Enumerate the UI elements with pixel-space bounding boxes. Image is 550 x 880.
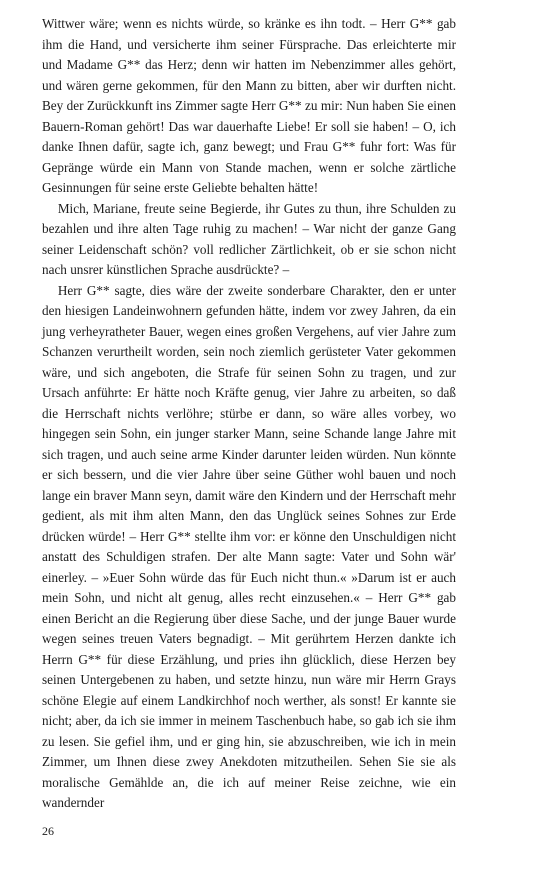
paragraph-3: Herr G** sagte, dies wäre der zweite sonderbare Charakter, den er unter den hiesigen Landeinwohnern gefunden hätte, indem vor zwey Jahren, da ein jung verheyratheter Bauer, wegen eines großen Vergehens, auf vier Jahre zum Schanzen verurtheilt worden, sein noch ziemlich gerüsteter Vater gekommen wäre, und sich angeboten, die Strafe für seinen Sohn zu tragen, und zur Ursach anführte: Er hätte noch Kräfte genug, vier Jahre zu arbeiten, so daß die Herrschaft nichts verlöhre; stürbe er dann, so wäre alles vorbey, wo hingegen sein Sohn, ein junger starker Mann, seine Schande lange Jahre mit sich tragen, und auch seine arme Kinder darunter leiden würden. Nun könnte er sich bessern, und die vier Jahre über seine Güther wohl bauen und noch lange ein braver Mann seyn, damit wäre den Kindern und der Herrschaft mehr gedient, als mit ihm alten Mann, den das Unglück seines Sohnes zur Erde drücken würde! – Herr G** stellte ihm vor: er könne den Unschuldigen nicht anstatt des Schuldigen strafen. Der alte Mann sagte: Vater und Sohn wär' einerley. – »Euer Sohn würde das für Euch nicht thun.« »Darum ist er auch mein Sohn, und nicht alt genug, alles recht einzusehen.« – Herr G** gab einen Bericht an die Regierung über diese Sache, und der junge Bauer wurde wegen seines treuen Vaters begnadigt. – Mit gerührtem Herzen dankte ich Herrn G** für diese Erzählung, und pries ihn glücklich, diese Herzen bey seinen Untergebenen zu haben, und setzte hinzu, nun wäre mir Herrn Grays schöne Elegie auf einem Landkirchhof noch werther, als sonst! Er kannte sie nicht; aber, da ich sie immer in meinem Taschenbuch habe, so gab ich sie ihm zu lesen. Sie gefiel ihm, und er ging hin, sie abzuschreiben, wie ich in mein Zimmer, um Ihnen diese zwey Anekdoten mitzutheilen. Sehen Sie sie als moralische Gemählde an, die ich auf meiner Reise zeichne, wie ein wandernder: [42, 282, 456, 810]
page-number: 26: [42, 824, 54, 838]
page-body: [42, 14, 456, 814]
paragraph-1: Wittwer wäre; wenn es nichts würde, so kränke es ihn todt. – Herr G** gab ihm die Hand, und versicherte ihm seiner Fürsprache. Das erleichterte mir und Madame G** das Herz; denn wir hatten im Nebenzimmer alles gehört, und wären gerne gekommen, für den Mann zu bitten, aber wir durften nicht. Bey der Zurückkunft ins Zimmer sagte Herr G** zu mir: Nun haben Sie einen Bauern-Roman gehört! Das war dauerhafte Liebe! Er soll sie haben! – O, ich danke Ihnen dafür, sagte ich, ganz bewegt; und Frau G** fuhr fort: Was für Gepränge würde ein Mann von Stande machen, wenn er solche zärtliche Gesinnungen für seine erste Geliebte behalten hätte!: [42, 16, 456, 195]
paragraph-2: Mich, Mariane, freute seine Begierde, ihr Gutes zu thun, ihre Schulden zu bezahlen und ihre alten Tage ruhig zu machen! – War nicht der ganze Gang seiner Leidenschaft schön? voll redlicher Zärtlichkeit, ob er sie schon nicht nach unsrer künstlichen Sprache ausdrückte? –: [42, 200, 456, 277]
